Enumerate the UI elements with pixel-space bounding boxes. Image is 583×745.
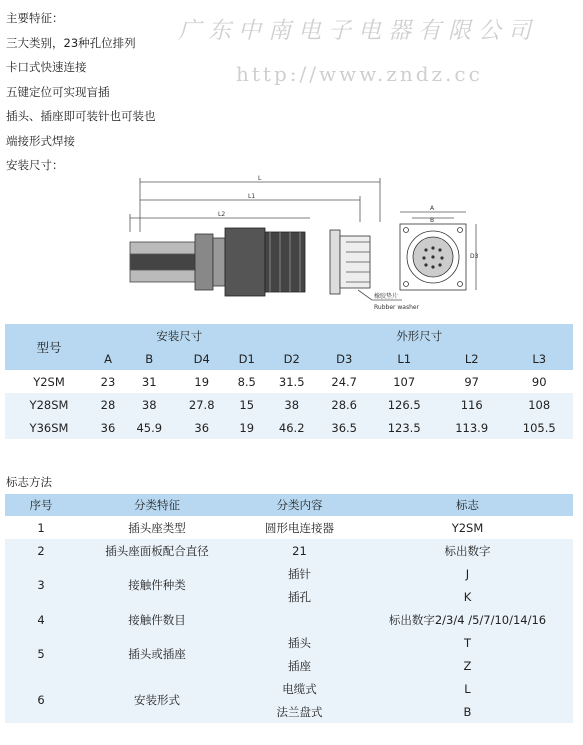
washer-label-cn: 橡胶垫片 (374, 293, 399, 300)
feature-line: 五键定位可实现盲插 (6, 84, 110, 99)
mark-cell: T (362, 631, 573, 654)
table-row (5, 539, 573, 562)
feature-line: 三大类别，23种孔位排列 (6, 35, 136, 50)
model-cell: Y36SM (29, 420, 69, 435)
feature-cell: 插头座面板配合直径 (77, 539, 237, 562)
col-model-header: 型号 (36, 340, 62, 355)
marking-title: 标志方法 (6, 475, 52, 489)
sub-header: A (104, 351, 112, 366)
sub-header: D1 (238, 351, 255, 366)
group-outline-header: 外形尺寸 (396, 328, 443, 343)
sub-header: L1 (397, 351, 412, 366)
value-cell: 36 (194, 420, 210, 435)
dim-A: A (430, 205, 435, 212)
num-cell: 3 (5, 562, 77, 608)
features-list (6, 6, 156, 178)
num-cell: 2 (5, 539, 77, 562)
sub-header: D3 (336, 351, 353, 366)
install-size-label: 安装尺寸： (6, 158, 64, 172)
sub-header: L3 (532, 351, 547, 366)
group-install-header: 安装尺寸 (156, 328, 203, 343)
dim-L1: L1 (248, 193, 256, 200)
content-cell: 21 (237, 539, 362, 562)
value-cell: 123.5 (387, 420, 421, 435)
feature-cell: 插头或插座 (77, 631, 237, 677)
mark-cell: 标出数字2/3/4 /5/7/10/14/16 (362, 608, 573, 631)
value-cell: 45.9 (136, 420, 163, 435)
value-cell: 38 (284, 397, 300, 412)
feature-line: 插头、插座即可装针也可装也 (6, 109, 156, 123)
dim-B: B (430, 217, 435, 224)
model-cell: Y28SM (29, 397, 69, 412)
content-cell: 插针 (237, 562, 362, 585)
value-cell: 15 (239, 397, 255, 412)
company-watermark: 广东中南电子电器有限公司 (178, 18, 538, 44)
table-row (5, 562, 573, 585)
spec-table (5, 324, 573, 439)
feature-cell: 插头座类型 (77, 516, 237, 539)
washer-label-en: Rubber washer (374, 304, 420, 311)
table-row (5, 370, 573, 393)
mark-cell: Z (362, 654, 573, 677)
table-row (5, 608, 573, 631)
feature-cell: 接触件种类 (77, 562, 237, 608)
feature-line: 卡口式快速连接 (6, 60, 87, 74)
dim-D3: D3 (470, 253, 479, 260)
value-cell: 90 (531, 374, 547, 389)
marking-table (5, 494, 573, 723)
table-row (5, 416, 573, 439)
num-cell: 4 (5, 608, 77, 631)
header-num: 序号 (29, 498, 53, 512)
table-row (5, 631, 573, 654)
table-row (5, 393, 573, 416)
value-cell: 19 (194, 374, 210, 389)
value-cell: 105.5 (522, 420, 556, 435)
spec-header-row-1 (5, 324, 573, 347)
url-watermark: http://www.zndz.cc (236, 62, 483, 86)
sub-header: B (145, 351, 154, 366)
mark-cell: L (362, 677, 573, 700)
sub-header: D4 (193, 351, 210, 366)
value-cell: 27.8 (188, 397, 215, 412)
value-cell: 19 (239, 420, 255, 435)
content-cell: 电缆式 (237, 677, 362, 700)
content-cell: 插头 (237, 631, 362, 654)
content-cell (237, 608, 362, 631)
feature-cell: 接触件数目 (77, 608, 237, 631)
num-cell: 1 (5, 516, 77, 539)
value-cell: 28.6 (331, 397, 357, 412)
value-cell: 36 (100, 420, 116, 435)
num-cell: 5 (5, 631, 77, 677)
value-cell: 36.5 (331, 420, 357, 435)
mark-cell: J (362, 562, 573, 585)
value-cell: 31 (141, 374, 157, 389)
value-cell: 38 (141, 397, 157, 412)
feature-line: 端接形式焊接 (6, 133, 75, 148)
header-feature: 分类特征 (134, 498, 180, 512)
feature-cell: 安装形式 (77, 677, 237, 723)
value-cell: 24.7 (331, 374, 357, 389)
mark-cell: Y2SM (362, 516, 573, 539)
num-cell: 6 (5, 677, 77, 723)
mark-cell: 标出数字 (362, 539, 573, 562)
table-row (5, 677, 573, 700)
value-cell: 116 (460, 397, 483, 412)
dim-L2: L2 (218, 211, 226, 218)
content-cell: 圆形电连接器 (237, 516, 362, 539)
header-content: 分类内容 (276, 498, 323, 512)
table-row (5, 516, 573, 539)
value-cell: 8.5 (237, 374, 256, 389)
value-cell: 31.5 (278, 374, 305, 389)
model-cell: Y2SM (33, 374, 65, 389)
dim-L: L (258, 175, 262, 182)
value-cell: 108 (528, 397, 551, 412)
header-mark: 标志 (456, 498, 479, 512)
mark-cell: B (362, 700, 573, 723)
sub-header: D2 (283, 351, 300, 366)
value-cell: 113.9 (455, 420, 489, 435)
mark-cell: K (362, 585, 573, 608)
features-heading: 主要特征： (6, 11, 64, 25)
content-cell: 法兰盘式 (237, 700, 362, 723)
content-cell: 插座 (237, 654, 362, 677)
value-cell: 28 (100, 397, 116, 412)
value-cell: 23 (100, 374, 116, 389)
value-cell: 126.5 (387, 397, 421, 412)
connector-drawing (110, 172, 490, 322)
marking-header-row (5, 494, 573, 516)
content-cell: 插孔 (237, 585, 362, 608)
value-cell: 46.2 (278, 420, 305, 435)
value-cell: 107 (393, 374, 416, 389)
value-cell: 97 (464, 374, 479, 389)
sub-header: L2 (464, 351, 479, 366)
